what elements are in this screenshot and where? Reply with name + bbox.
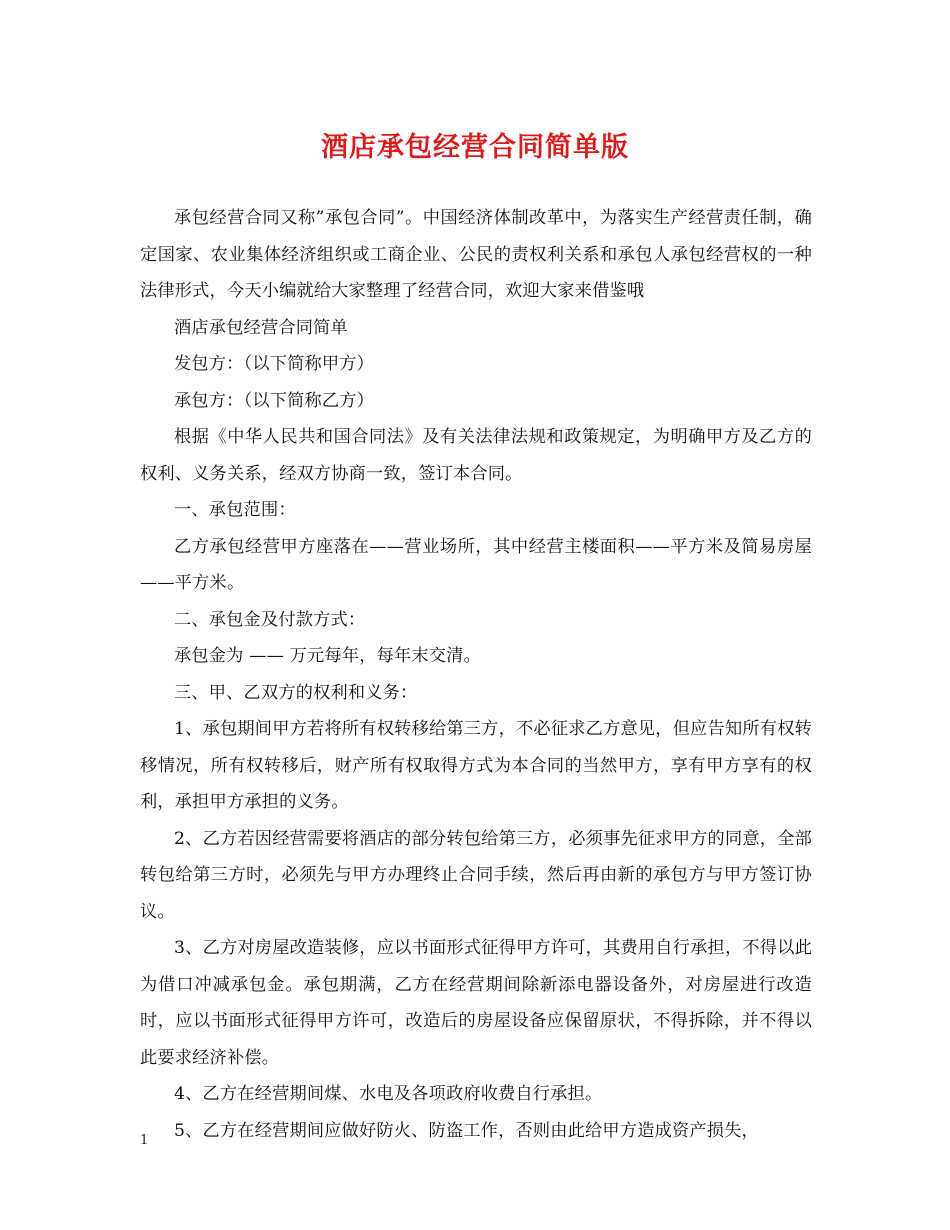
clause-3: 3、乙方对房屋改造装修，应以书面形式征得甲方许可，其费用自行承担，不得以此为借口冲减承包金。承包期满，乙方在经营期间除新添电器设备外，对房屋进行改造时，应以书面形式征得甲方许可，改造后的房屋设备应保留原状，不得拆除，并不得以此要求经济补偿。 (140, 938, 812, 1068)
clause-2: 2、乙方若因经营需要将酒店的部分转包给第三方，必须事先征求甲方的同意，全部转包给第三方时，必须先与甲方办理终止合同手续，然后再由新的承包方与甲方签订协议。 (140, 828, 812, 922)
paragraph-party-a: 发包方：（以下简称甲方） (174, 354, 375, 374)
document-title: 酒店承包经营合同简单版 (321, 132, 629, 163)
paragraph-basis: 根据《中华人民共和国合同法》及有关法律法规和政策规定，为明确甲方及乙方的权利、义务关系，经双方协商一致，签订本合同。 (140, 427, 812, 484)
paragraph-subtitle: 酒店承包经营合同简单 (174, 317, 348, 338)
paragraph-intro: 承包经营合同又称”承包合同”。中国经济体制改革中，为落实生产经营责任制，确定国家、农业集体经济组织或工商企业、公民的责权利关系和承包人承包经营权的一种法律形式，今天小编就给大家整理了经营合同，欢迎大家来借鉴哦 (140, 208, 812, 301)
page-number: 1 (140, 1133, 149, 1148)
section-heading-payment: 二、承包金及付款方式： (174, 609, 366, 630)
paragraph-payment: 承包金为 —— 万元每年，每年末交清。 (174, 646, 481, 666)
document-body (140, 200, 812, 1149)
section-heading-scope: 一、承包范围： (174, 500, 296, 520)
paragraph-party-b: 承包方：（以下简称乙方） (174, 390, 375, 411)
section-heading-rights: 三、甲、乙双方的权利和义务： (174, 682, 418, 703)
clause-5: 5、乙方在经营期间应做好防火、防盗工作，否则由此给甲方造成资产损失， (174, 1120, 759, 1141)
paragraph-scope: 乙方承包经营甲方座落在——营业场所，其中经营主楼面积——平方米及简易房屋——平方米。 (140, 536, 812, 593)
clause-4: 4、乙方在经营期间煤、水电及各项政府收费自行承担。 (174, 1084, 603, 1104)
clause-1: 1、承包期间甲方若将所有权转移给第三方，不必征求乙方意见，但应告知所有权转移情况，所有权转移后，财产所有权取得方式为本合同的当然甲方，享有甲方享有的权利，承担甲方承担的义务。 (140, 719, 812, 812)
